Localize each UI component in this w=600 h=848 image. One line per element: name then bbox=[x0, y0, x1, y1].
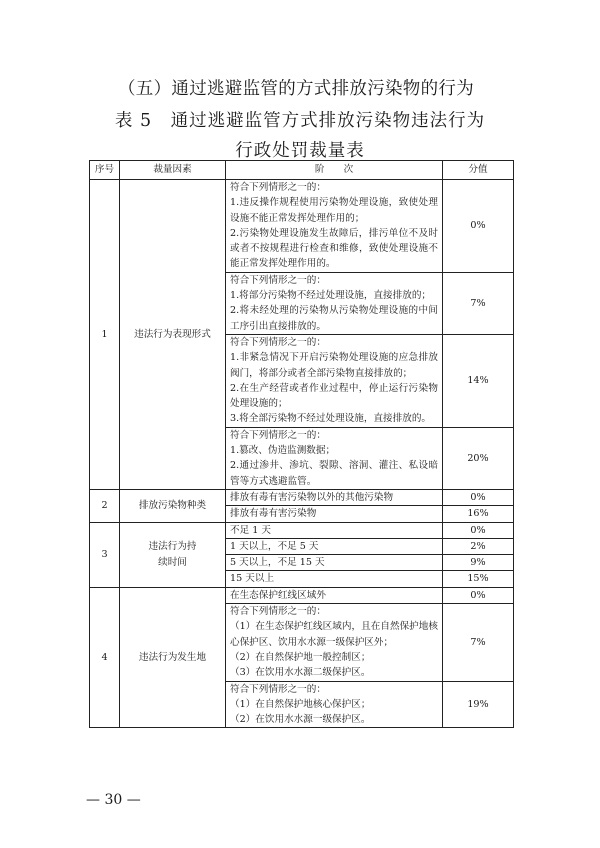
section-heading: （五）通过逃避监管的方式排放污染物的行为 bbox=[118, 79, 474, 99]
criteria-cell bbox=[226, 272, 443, 334]
criteria-line: 1.将部分污染物不经过处理设施，直接排放的； bbox=[230, 290, 432, 302]
page-number: — 30 — bbox=[86, 792, 141, 808]
table-title-line1: 表 5 通过逃避监管方式排放污染物违法行为 bbox=[114, 111, 486, 131]
criteria-cell bbox=[226, 681, 443, 728]
score-cell: 0% bbox=[443, 180, 514, 273]
criteria-cell bbox=[226, 571, 443, 587]
table-row bbox=[90, 587, 514, 603]
criteria-cell bbox=[226, 604, 443, 681]
criteria-line: 2.污染物处理设施发生故障后，排污单位不及时或者不按规程进行检查和维修，致使处理设施不能正常发挥处理作用的。 bbox=[230, 227, 438, 270]
score-cell: 0% bbox=[443, 522, 514, 538]
criteria-line: （2）在饮用水水源一级保护区。 bbox=[230, 714, 371, 726]
criteria-line: 2.通过渗井、渗坑、裂隙、溶洞、灌注、私设暗管等方式逃避监管。 bbox=[230, 460, 438, 487]
group-factor: 违法行为持续时间 bbox=[120, 522, 226, 587]
score-cell: 0% bbox=[443, 489, 514, 505]
header-score: 分值 bbox=[443, 161, 514, 180]
header-num: 序号 bbox=[90, 161, 120, 180]
criteria-cell bbox=[226, 180, 443, 273]
discretion-table bbox=[89, 160, 514, 728]
criteria-cell bbox=[226, 427, 443, 489]
criteria-line: 3.将全部污染物不经过处理设施，直接排放的。 bbox=[230, 413, 432, 425]
criteria-cell bbox=[226, 522, 443, 538]
criteria-line: 15 天以上 bbox=[230, 573, 275, 585]
criteria-line: 2.在生产经营或者作业过程中，停止运行污染物处理设施的； bbox=[230, 382, 438, 410]
criteria-line: 符合下列情形之一的： bbox=[230, 336, 326, 348]
score-cell: 7% bbox=[443, 272, 514, 334]
criteria-line: 排放有毒有害污染物 bbox=[230, 508, 317, 520]
group-factor: 排放污染物种类 bbox=[120, 489, 226, 522]
table-body bbox=[90, 180, 514, 728]
criteria-cell bbox=[226, 334, 443, 427]
criteria-line: 符合下列情形之一的： bbox=[230, 683, 326, 695]
criteria-line: （3）在饮用水水源二级保护区。 bbox=[230, 667, 371, 679]
score-cell: 19% bbox=[443, 681, 514, 728]
group-number: 4 bbox=[90, 587, 120, 728]
criteria-line: 1.违反操作规程使用污染物处理设施，致使处理设施不能正常发挥处理作用的； bbox=[230, 197, 438, 224]
score-cell: 7% bbox=[443, 604, 514, 681]
group-factor: 违法行为发生地 bbox=[120, 587, 226, 728]
score-cell: 9% bbox=[443, 555, 514, 571]
criteria-line: 符合下列情形之一的： bbox=[230, 429, 326, 441]
score-cell: 20% bbox=[443, 427, 514, 489]
criteria-line: 符合下列情形之一的： bbox=[230, 606, 326, 618]
table-title-line2: 行政处罚裁量表 bbox=[235, 141, 365, 161]
criteria-line: 1.非紧急情况下开启污染物处理设施的应急排放阀门，将部分或者全部污染物直接排放的； bbox=[230, 352, 438, 379]
criteria-line: 在生态保护红线区域外 bbox=[230, 589, 326, 601]
criteria-line: （1）在生态保护红线区域内，且在自然保护地核心保护区、饮用水水源一级保护区外； bbox=[230, 621, 438, 648]
criteria-line: 符合下列情形之一的： bbox=[230, 274, 326, 286]
score-cell: 16% bbox=[443, 506, 514, 522]
table-row bbox=[90, 489, 514, 505]
criteria-line: 1 天以上，不足 5 天 bbox=[230, 540, 319, 552]
table-row bbox=[90, 180, 514, 273]
group-factor: 违法行为表现形式 bbox=[120, 180, 226, 490]
group-number: 1 bbox=[90, 180, 120, 490]
criteria-cell bbox=[226, 555, 443, 571]
criteria-line: （2）在自然保护地一般控制区； bbox=[230, 651, 371, 663]
header-factor: 裁量因素 bbox=[120, 161, 226, 180]
score-cell: 15% bbox=[443, 571, 514, 587]
criteria-line: 2.将未经处理的污染物从污染物处理设施的中间工序引出直接排放的。 bbox=[230, 305, 438, 332]
group-number: 3 bbox=[90, 522, 120, 587]
group-number: 2 bbox=[90, 489, 120, 522]
score-cell: 0% bbox=[443, 587, 514, 603]
score-cell: 2% bbox=[443, 538, 514, 554]
score-cell: 14% bbox=[443, 334, 514, 427]
criteria-line: 5 天以上，不足 15 天 bbox=[230, 557, 325, 569]
header-desc: 阶 次 bbox=[226, 161, 443, 180]
criteria-line: 不足 1 天 bbox=[230, 524, 271, 536]
criteria-cell bbox=[226, 538, 443, 554]
criteria-cell bbox=[226, 587, 443, 603]
criteria-line: 符合下列情形之一的： bbox=[230, 182, 326, 193]
criteria-line: 1.篡改、伪造监测数据； bbox=[230, 445, 336, 457]
criteria-cell bbox=[226, 506, 443, 522]
table-row bbox=[90, 522, 514, 538]
criteria-line: 排放有毒有害污染物以外的其他污染物 bbox=[230, 491, 394, 503]
table-header-row bbox=[90, 161, 514, 180]
criteria-cell bbox=[226, 489, 443, 505]
criteria-line: （1）在自然保护地核心保护区； bbox=[230, 698, 371, 710]
